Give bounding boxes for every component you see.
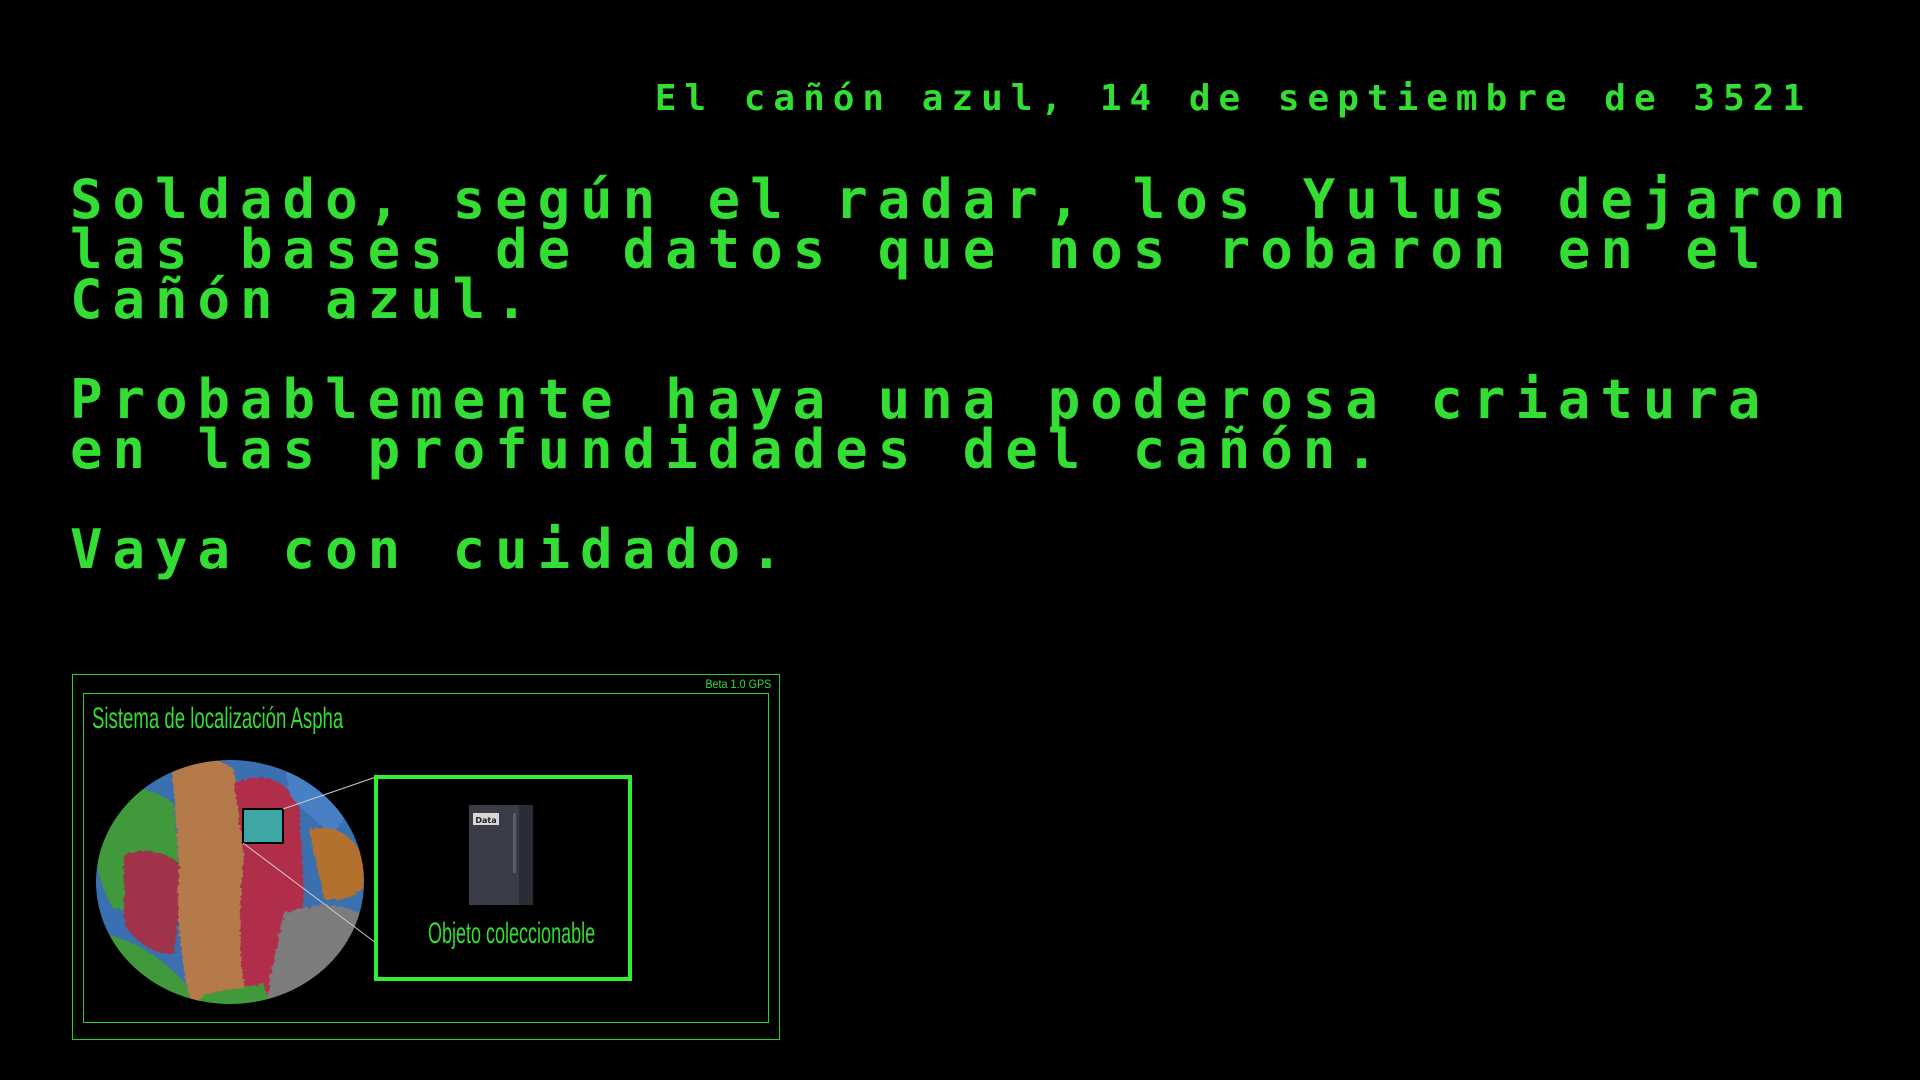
- date-location-line: El cañón azul, 14 de septiembre de 3521: [654, 78, 1812, 119]
- planet-globe: [84, 744, 384, 1024]
- gps-inner-frame: [83, 693, 769, 1023]
- gps-panel: [72, 674, 780, 1040]
- server-tower-icon: [469, 803, 539, 907]
- server-tag: Data: [475, 816, 497, 825]
- mission-briefing: [70, 168, 1900, 625]
- collectible-callout: [374, 775, 632, 981]
- gps-version-label: Beta 1.0 GPS: [704, 677, 771, 691]
- target-zone-marker: [243, 809, 283, 843]
- collectible-item-label: Objeto coleccionable: [428, 917, 596, 950]
- briefing-paragraph-1: Soldado, según el radar, los Yulus dejaron las bases de datos que nos robaron en el Cañón azul.: [70, 168, 1856, 331]
- gps-title: Sistema de localización Aspha: [92, 702, 344, 735]
- briefing-paragraph-2: Probablemente haya una poderosa criatura en las profundidades del cañón.: [70, 368, 1771, 481]
- briefing-paragraph-3: Vaya con cuidado.: [70, 518, 793, 581]
